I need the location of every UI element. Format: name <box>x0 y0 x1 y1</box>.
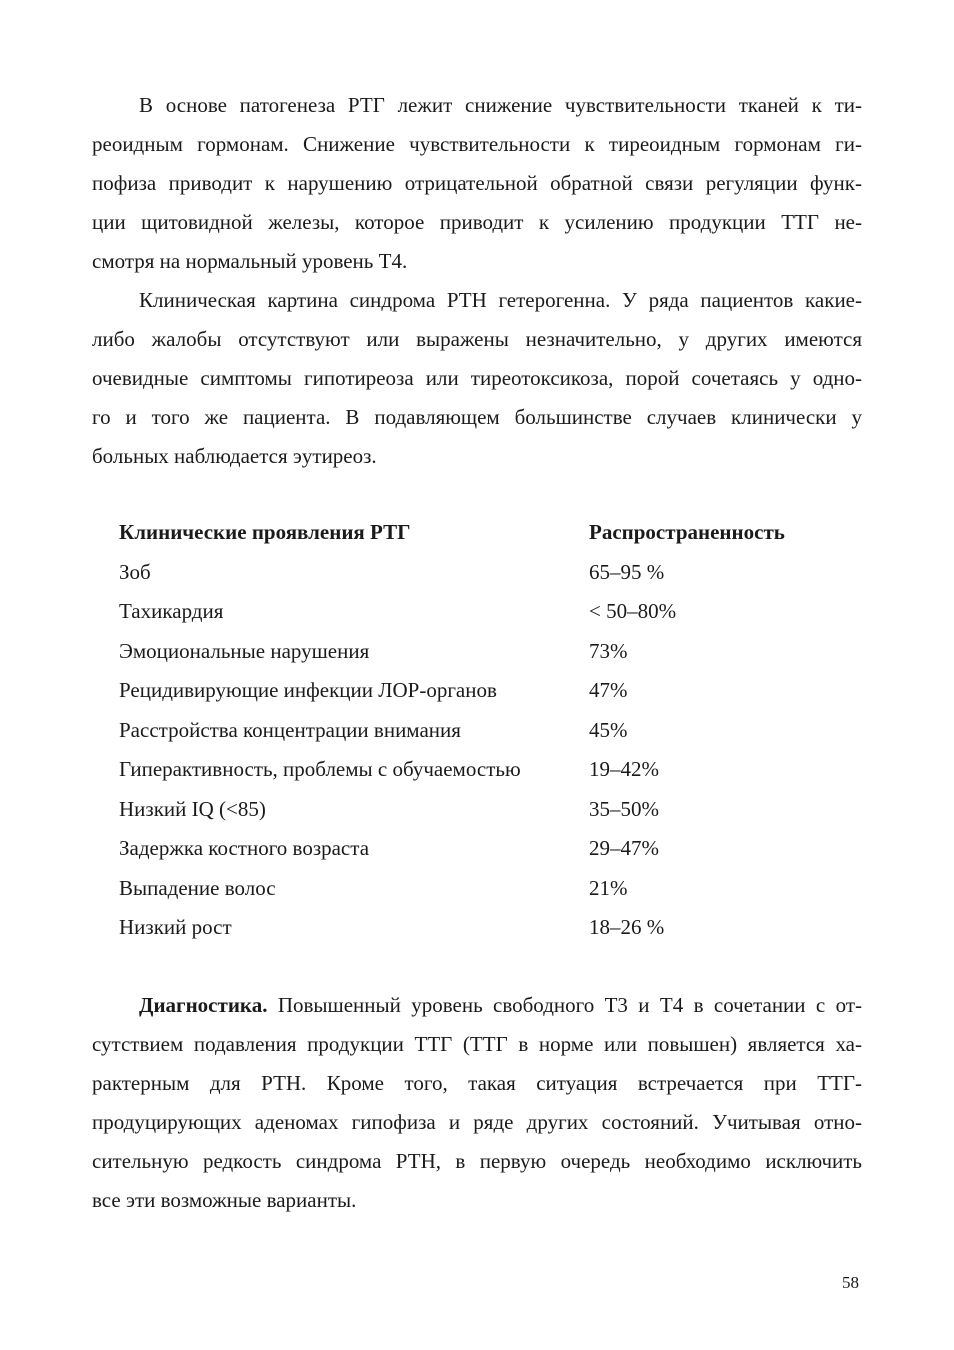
table-cell-prevalence: 73% <box>589 639 628 663</box>
table-cell-manifestation: Низкий IQ (<85) <box>119 797 266 821</box>
paragraph-line: продуцирующих аденомах гипофиза и ряде других состояний. Учитывая отно- <box>92 1110 862 1134</box>
table-cell-manifestation: Зоб <box>119 560 151 584</box>
paragraph-line: Клиническая картина синдрома РТН гетерогенна. У ряда пациентов какие- <box>139 288 862 312</box>
paragraph-line: реоидным гормонам. Снижение чувствительности к тиреоидным гормонам ги- <box>92 132 862 156</box>
paragraph-line: все эти возможные варианты. <box>92 1188 357 1212</box>
paragraph-line: сутствием подавления продукции ТТГ (ТТГ в норме или повышен) является ха- <box>92 1032 862 1056</box>
table-cell-manifestation: Рецидивирующие инфекции ЛОР-органов <box>119 678 497 702</box>
table-cell-prevalence: 18–26 % <box>589 915 665 939</box>
table-cell-prevalence: 19–42% <box>589 757 659 781</box>
paragraph-line: рактерным для РТН. Кроме того, такая ситуация встречается при ТТГ- <box>92 1071 862 1095</box>
paragraph-line: очевидные симптомы гипотиреоза или тиреотоксикоза, порой сочетаясь у одно- <box>92 366 862 390</box>
table-header-manifestations: Клинические проявления РТГ <box>119 520 411 544</box>
table-cell-prevalence: 21% <box>589 876 628 900</box>
paragraph-line: В основе патогенеза РТГ лежит снижение чувствительности тканей к ти- <box>139 93 862 117</box>
table-cell-manifestation: Гиперактивность, проблемы с обучаемостью <box>119 757 521 781</box>
paragraph-line: ции щитовидной железы, которое приводит к усилению продукции ТТГ не- <box>92 210 862 234</box>
paragraph-line: го и того же пациента. В подавляющем большинстве случаев клинически у <box>92 405 862 429</box>
paragraph-line-text: Повышенный уровень свободного Т3 и Т4 в сочетании с от- <box>277 993 863 1017</box>
table-cell-prevalence: 35–50% <box>589 797 659 821</box>
table-cell-manifestation: Задержка костного возраста <box>119 836 370 860</box>
table-cell-manifestation: Тахикардия <box>119 599 224 623</box>
paragraph-line <box>139 992 862 1018</box>
page-number: 58 <box>842 1273 859 1292</box>
table-cell-manifestation: Эмоциональные нарушения <box>119 639 370 663</box>
paragraph-line: сительную редкость синдрома РТН, в первую очередь необходимо исключить <box>92 1149 862 1173</box>
table-header-prevalence: Распространенность <box>589 520 785 544</box>
table-cell-prevalence: 47% <box>589 678 628 702</box>
table-cell-prevalence: < 50–80% <box>589 599 677 623</box>
table-cell-prevalence: 45% <box>589 718 628 742</box>
diagnostics-heading: Диагностика. <box>139 993 268 1017</box>
paragraph-line: смотря на нормальный уровень Т4. <box>92 249 408 273</box>
paragraph-line: либо жалобы отсутствуют или выражены незначительно, у других имеются <box>92 327 862 351</box>
table-cell-manifestation: Выпадение волос <box>119 876 276 900</box>
paragraph-line: больных наблюдается эутиреоз. <box>92 444 377 468</box>
table-cell-manifestation: Расстройства концентрации внимания <box>119 718 461 742</box>
table-cell-prevalence: 65–95 % <box>589 560 665 584</box>
table-cell-prevalence: 29–47% <box>589 836 659 860</box>
paragraph-line: пофиза приводит к нарушению отрицательной обратной связи регуляции функ- <box>92 171 862 195</box>
table-cell-manifestation: Низкий рост <box>119 915 232 939</box>
